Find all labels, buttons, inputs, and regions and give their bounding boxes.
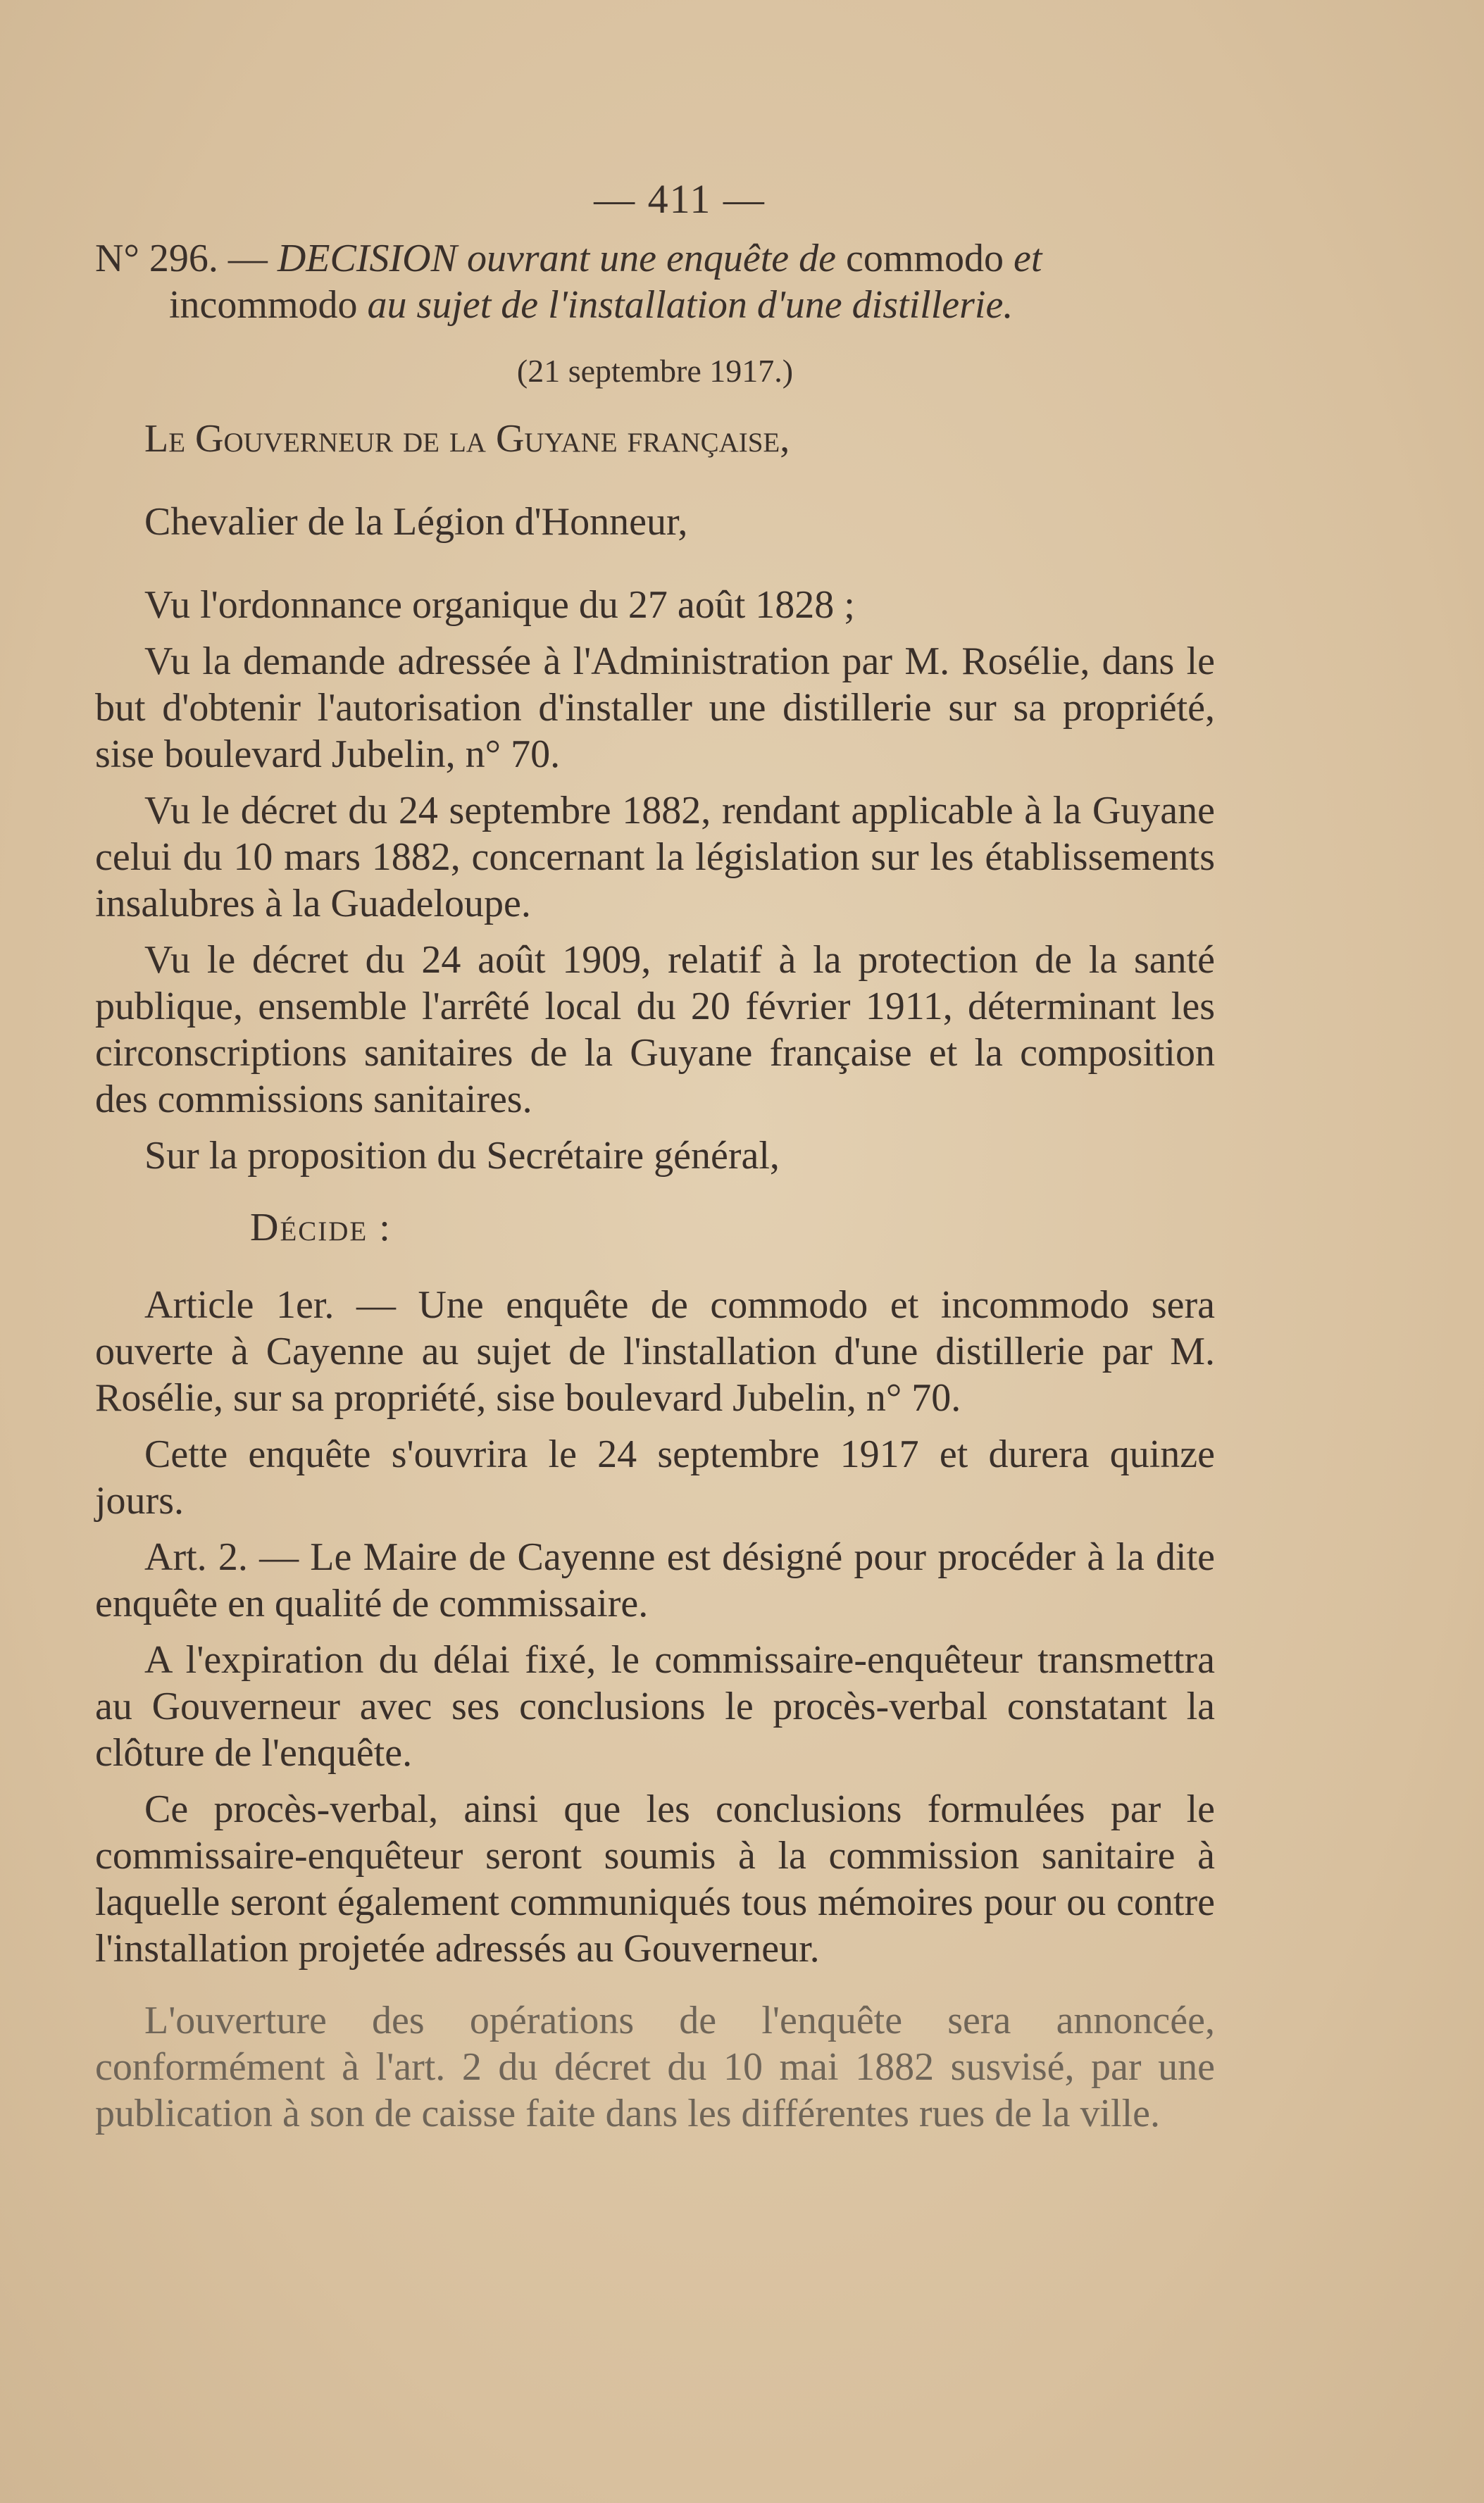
article-2-paragraph-4: L'ouverture des opérations de l'enquête sera annoncée, conformément à l'art. 2 du décret du 10 mai 1882 susvisé, par une publication à son de caisse faite dans les différentes rues de la ville. (95, 1999, 1215, 2135)
heading-title-2: ouvrant une enquête de (456, 237, 846, 280)
heading-title-3: et (1003, 237, 1042, 280)
article-2-paragraph-3: Ce procès-verbal, ainsi que les conclusions formulées par le commissaire-enquêteur seront soumis à la commission sanitaire à laquelle seront également communiqués tous mémoires pour ou contre l'installation projetée adressés au Gouverneur. (95, 1787, 1215, 1971)
page-number: — 411 — (594, 176, 766, 222)
heading-title-1: DECISION (277, 237, 457, 280)
article-2: Art. 2. — Le Maire de Cayenne est désigné pour procéder à la dite enquête en qualité de commissaire. (95, 1535, 1215, 1625)
decide-heading: Décide : (250, 1206, 392, 1249)
decision-heading (95, 235, 1215, 328)
paragraph-2: Vu la demande adressée à l'Administration par M. Rosélie, dans le but d'obtenir l'autorisation d'installer une distillerie sur sa propriété, sise boulevard Jubelin, n° 70. (95, 639, 1215, 776)
article-1: Article 1er. — Une enquête de commodo et incommodo sera ouverte à Cayenne au sujet de l'installation d'une distillerie par M. Rosélie, sur sa propriété, sise boulevard Jubelin, n° 70. (95, 1283, 1215, 1420)
paragraph-5: Sur la proposition du Secrétaire général, (144, 1134, 780, 1178)
paragraph-4: Vu le décret du 24 août 1909, relatif à la protection de la santé publique, ensemble l'arrêté local du 20 février 1911, déterminant les circonscriptions sanitaires de la Guyane française et la composition des commissions sanitaires. (95, 938, 1215, 1121)
heading-dash: — (218, 237, 278, 280)
paragraph-1: Vu l'ordonnance organique du 27 août 1828 ; (144, 583, 855, 627)
authority-line-2: Chevalier de la Légion d'Honneur, (144, 500, 688, 544)
heading-word-1: commodo (845, 237, 1004, 280)
article-2-paragraph-2: A l'expiration du délai fixé, le commissaire-enquêteur transmettra au Gouverneur avec ses conclusions le procès-verbal constatant la clôture de l'enquête. (95, 1638, 1215, 1775)
paragraph-3: Vu le décret du 24 septembre 1882, rendant applicable à la Guyane celui du 10 mars 1882, concernant la législation sur les établissements insalubres à la Guadeloupe. (95, 789, 1215, 925)
decision-date: (21 septembre 1917.) (516, 353, 794, 389)
heading-word-2: incommodo (169, 283, 358, 327)
heading-title-4: au sujet de l'installation d'une distillerie. (357, 283, 1014, 327)
decision-number: N° 296. (95, 237, 218, 280)
text-block (95, 176, 1215, 2137)
authority-line-1: Le Gouverneur de la Guyane française, (144, 417, 790, 461)
article-1-continued: Cette enquête s'ouvrira le 24 septembre 1917 et durera quinze jours. (95, 1432, 1215, 1523)
